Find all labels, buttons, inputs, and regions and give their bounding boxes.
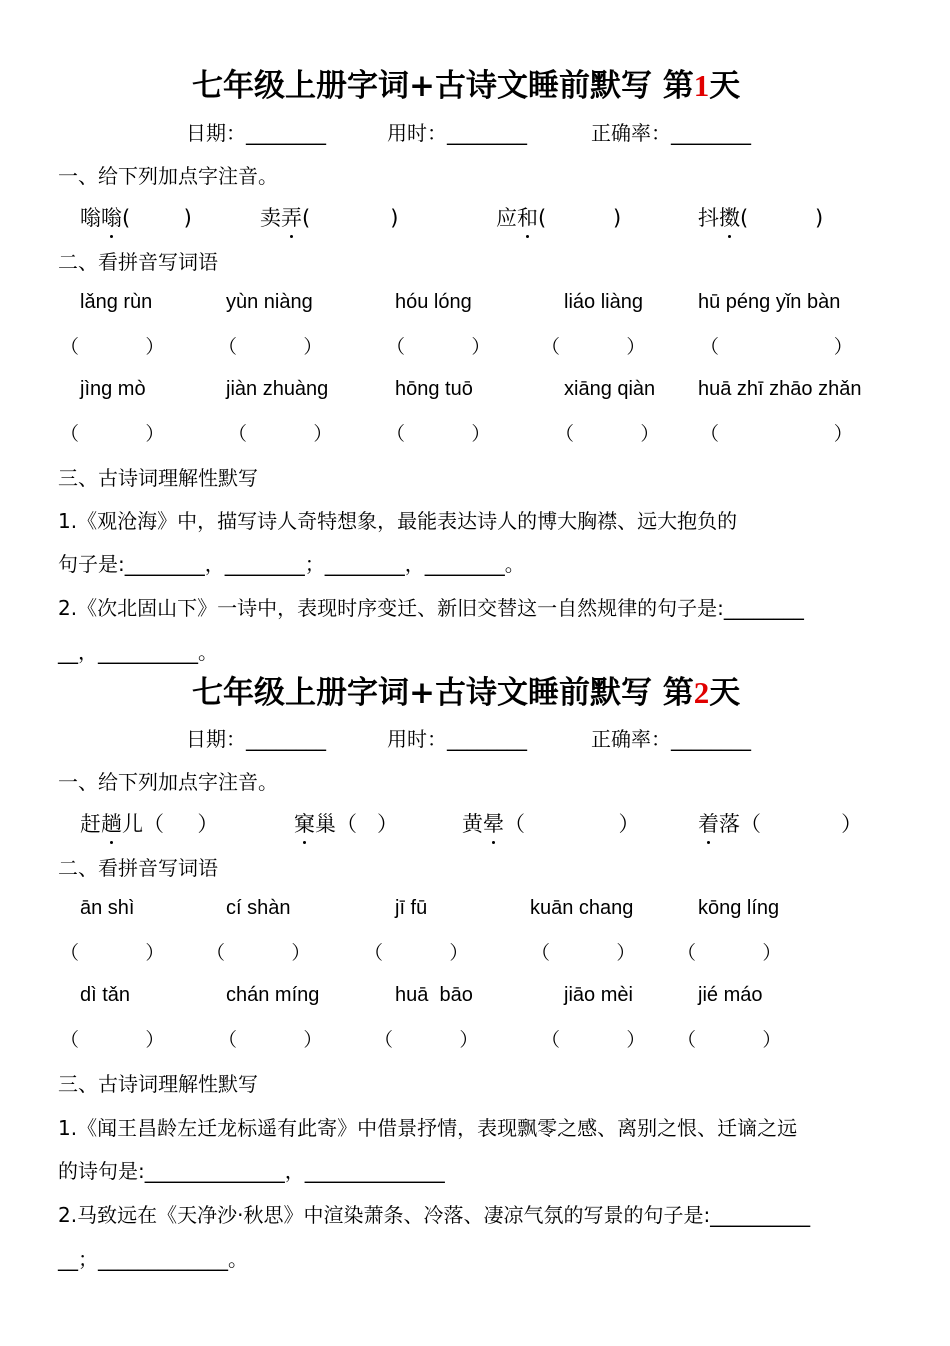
day1-title-suffix: 天 (709, 68, 741, 104)
dotted-char: 着 (698, 808, 719, 838)
day1-answer-box-9[interactable]: （ ） (555, 423, 660, 445)
word-rest: 儿（ (122, 812, 164, 836)
day1-word-2[interactable] (260, 202, 399, 232)
word-char: 应 (496, 206, 517, 230)
day2-answer-box-1[interactable]: （ ） (60, 942, 165, 964)
day1-pinyin-2: yùn niàng (226, 291, 313, 313)
word-char: 赶 (80, 812, 101, 836)
dotted-char: 弄 (281, 202, 302, 232)
day2-section3-heading: 三、古诗词理解性默写 (58, 1072, 258, 1096)
day2-question-2[interactable]: 2.马致远在《天净沙·秋思》中渲染萧条、冷落、凄凉气氛的写景的句子是:__________ (58, 1203, 811, 1227)
day1-pinyin-5: hū péng yǐn bàn (698, 291, 841, 313)
day1-question-2-answer[interactable]: __，__________。 (58, 640, 218, 664)
day1-question-2[interactable]: 2.《次北固山下》一诗中，表现时序变迁、新旧交替这一自然规律的句子是:________ (58, 596, 804, 620)
word-char: 嗡 (80, 206, 101, 230)
day2-date-field[interactable]: 日期：________ (186, 727, 326, 751)
day1-pinyin-7: jiàn zhuàng (226, 378, 329, 400)
day1-pinyin-4: liáo liàng (564, 291, 643, 313)
word-rest: 巢（ (315, 812, 357, 836)
day1-answer-box-7[interactable]: （ ） (228, 423, 333, 445)
word-rest: ( (740, 206, 749, 230)
day2-pinyin-5: kōng líng (698, 897, 780, 919)
day1-date-field[interactable]: 日期：________ (186, 121, 326, 145)
dotted-char: 晕 (483, 808, 504, 838)
day2-answer-box-10[interactable]: （ ） (677, 1029, 782, 1051)
day2-word-4[interactable] (698, 808, 862, 838)
day1-section1-heading: 一、给下列加点字注音。 (58, 164, 278, 188)
day2-answer-box-3[interactable]: （ ） (364, 942, 469, 964)
day1-answer-box-8[interactable]: （ ） (386, 423, 491, 445)
day2-section1-heading: 一、给下列加点字注音。 (58, 770, 278, 794)
answer-blank: ） (525, 812, 640, 836)
word-rest: ( (538, 206, 547, 230)
day2-answer-box-7[interactable]: （ ） (218, 1029, 323, 1051)
day2-answer-box-6[interactable]: （ ） (60, 1029, 165, 1051)
day2-answer-box-2[interactable]: （ ） (206, 942, 311, 964)
answer-blank: ) (310, 206, 399, 230)
day1-section3-heading: 三、古诗词理解性默写 (58, 466, 258, 490)
word-rest: （ (504, 812, 525, 836)
day1-question-1-answer[interactable]: 句子是:________，________；________，________。 (58, 552, 525, 576)
day2-pinyin-4: kuān chang (530, 897, 634, 919)
day2-title (192, 667, 740, 712)
day2-question-1-answer[interactable]: 的诗句是:______________，______________ (58, 1159, 445, 1183)
day2-question-2-answer[interactable]: __；_____________。 (58, 1247, 248, 1271)
day2-pinyin-6: dì tǎn (80, 984, 131, 1006)
day1-pinyin-9: xiāng qiàn (564, 378, 656, 400)
day2-time-field[interactable]: 用时：________ (387, 727, 527, 751)
day1-time-field[interactable]: 用时：________ (387, 121, 527, 145)
day1-pinyin-8: hōng tuō (395, 378, 473, 400)
answer-blank: ) (748, 206, 824, 230)
word-rest: ( (122, 206, 131, 230)
day2-pinyin-2: cí shàn (226, 897, 291, 919)
day2-word-3[interactable] (462, 808, 639, 838)
day2-pinyin-10: jié máo (698, 984, 763, 1006)
day2-pinyin-9: jiāo mèi (564, 984, 633, 1006)
day2-accuracy-field[interactable]: 正确率：________ (591, 727, 751, 751)
day1-pinyin-1: lǎng rùn (80, 291, 153, 313)
day2-pinyin-3: jī fū (395, 897, 428, 919)
day2-pinyin-1: ān shì (80, 897, 135, 919)
day1-word-1[interactable] (80, 202, 192, 232)
day1-pinyin-10: huā zhī zhāo zhǎn (698, 378, 862, 400)
word-char: 卖 (260, 206, 281, 230)
day2-title-suffix: 天 (709, 675, 741, 711)
day1-day-number: 1 (693, 68, 710, 103)
day2-pinyin-8: huā bāo (395, 984, 473, 1006)
word-char: 抖 (698, 206, 719, 230)
day2-word-1[interactable] (80, 808, 218, 838)
day2-word-2[interactable] (294, 808, 398, 838)
day2-answer-box-4[interactable]: （ ） (531, 942, 636, 964)
day2-pinyin-7: chán míng (226, 984, 320, 1006)
answer-blank: ） (164, 812, 219, 836)
day2-title-text: 七年级上册字词+古诗文睡前默写 第 (192, 675, 694, 711)
day1-pinyin-6: jìng mò (80, 378, 146, 400)
day1-pinyin-3: hóu lóng (395, 291, 472, 313)
day1-title-text: 七年级上册字词+古诗文睡前默写 第 (192, 68, 694, 104)
day1-section2-heading: 二、看拼音写词语 (58, 250, 218, 274)
day2-answer-box-5[interactable]: （ ） (677, 942, 782, 964)
day2-question-1: 1.《闻王昌龄左迁龙标遥有此寄》中借景抒情，表现飘零之感、离别之恨、迁谪之远 (58, 1116, 798, 1140)
day2-answer-box-8[interactable]: （ ） (374, 1029, 479, 1051)
dotted-char: 擞 (719, 202, 740, 232)
day1-answer-box-3[interactable]: （ ） (386, 336, 491, 358)
day1-accuracy-field[interactable]: 正确率：________ (591, 121, 751, 145)
day1-answer-box-2[interactable]: （ ） (218, 336, 323, 358)
word-char: 黄 (462, 812, 483, 836)
day2-day-number: 2 (693, 675, 710, 710)
day1-answer-box-6[interactable]: （ ） (60, 423, 165, 445)
day2-section2-heading: 二、看拼音写词语 (58, 856, 218, 880)
answer-blank: ） (761, 812, 863, 836)
day1-title (192, 60, 740, 105)
day1-word-3[interactable] (496, 202, 621, 232)
day1-answer-box-10[interactable]: （ ） (700, 423, 853, 445)
answer-blank: ） (357, 812, 399, 836)
day1-word-4[interactable] (698, 202, 823, 232)
dotted-char: 窠 (294, 808, 315, 838)
dotted-char: 和 (517, 202, 538, 232)
word-rest: ( (302, 206, 311, 230)
dotted-char: 嗡 (101, 202, 122, 232)
day1-answer-box-1[interactable]: （ ） (60, 336, 165, 358)
day2-answer-box-9[interactable]: （ ） (541, 1029, 646, 1051)
day1-answer-box-5[interactable]: （ ） (700, 336, 853, 358)
answer-blank: ) (546, 206, 622, 230)
dotted-char: 趟 (101, 808, 122, 838)
day1-answer-box-4[interactable]: （ ） (541, 336, 646, 358)
day1-question-1: 1.《观沧海》中，描写诗人奇特想象，最能表达诗人的博大胸襟、远大抱负的 (58, 509, 738, 533)
word-rest: 落（ (719, 812, 761, 836)
answer-blank: ) (130, 206, 192, 230)
